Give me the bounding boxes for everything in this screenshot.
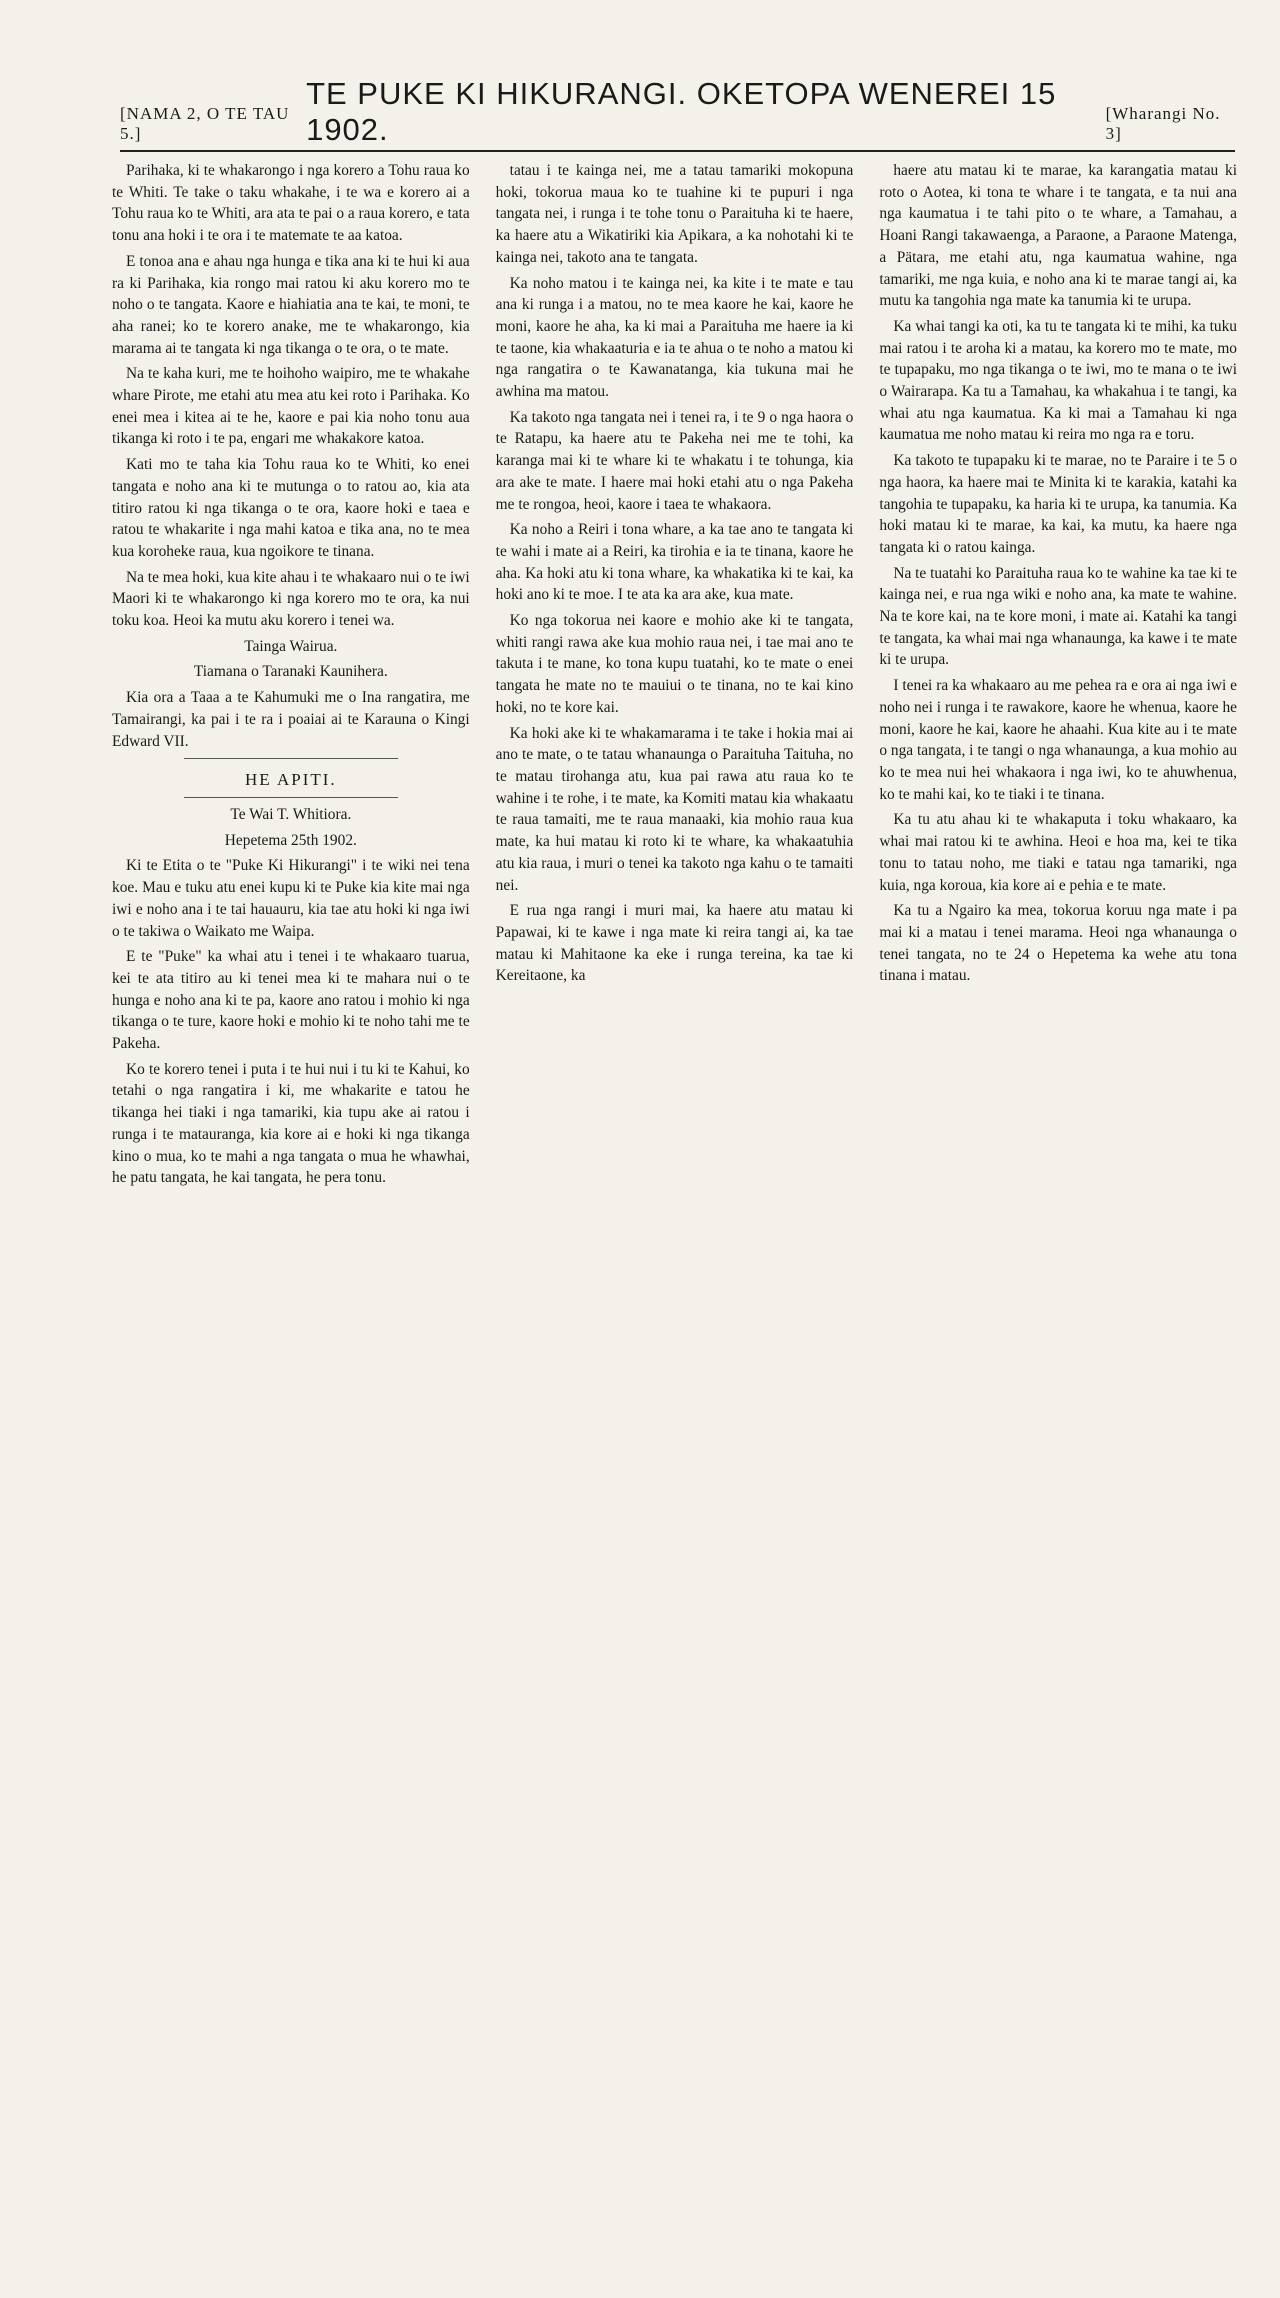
paragraph: Ka noho a Reiri i tona whare, a ka tae ano te tangata ki te wahi i mate ai a Reiri, ka tirohia e ia te tinana, kaore he aha. Ka hoki atu ki tona whare, ka whakatika ki te kai, ka hoki ano ki te moe. I te ata ka ara ake, kua mate.	[495, 521, 854, 604]
paragraph: haere atu matau ki te marae, ka karangatia matau ki roto o Aotea, ki tona te whare i te tangata, e ta nui ana nga kaumatua i te tahi pito o te whare, a Tamahau, a Hoani Rangi takawaenga, a Paraone, a Paraone Matenga, a Pätara, me etahi atu, nga kaumatua wahine, nga tamariki, me nga kuia, e noho ana ki te marae tangi ai, ka mutu ka tangohia nga mate ka tanumia ki te urupa.	[879, 162, 1238, 310]
letter-date: Hepetema 25th 1902.	[224, 831, 357, 849]
signature: Tainga Wairua.	[244, 637, 338, 655]
paragraph: Ko te korero tenei i puta i te hui nui i tu ki te Kahui, ko tetahi o nga rangatira i ki, me whakarite e tatou he tikanga hei tiaki i nga tamariki, kia tupu ake ai ratou i runga i te matauranga, kia kore ai e hoki ki nga tikanga kino o mua, ko te mahi a nga tangata o mua he whawhai, he patu tangata, he kai tangata, he pera tonu.	[112, 1060, 470, 1187]
signature-title: Tiamana o Taranaki Kaunihera.	[193, 663, 388, 681]
divider	[184, 758, 399, 759]
paragraph: Ka noho matou i te kainga nei, ka kite i te mate e tau ana ki runga i a matou, no te mea kaore he kai, kaore he moni, kaore he aha, ka ki mai a Paraituha me haere ia ki te taone, kia whakaaturia e ia te ahua o te noho a matou ki nga rangatira o te Kawanatanga, kia tukuna mai he awhina ma matou.	[495, 274, 854, 401]
paragraph: E tonoa ana e ahau nga hunga e tika ana ki te hui ki aua ra ki Parihaka, kia rongo mai ratou ki aku korero mo te noho o te tangata. Kaore e hiahiatia ana te kai, te moni, te aha ranei; ko te korero anake, me te whakarongo, kia marama ai te tangata ki nga tikanga o te ora, o te mate.	[112, 252, 470, 357]
paragraph: Ko nga tokorua nei kaore e mohio ake ki te tangata, whiti rangi rawa ake kua mohio raua nei, i tae mai ano te takuta i te mane, ko tona kupu tuatahi, ko te mate o enei tangata he mate no te mauiui o te tinana, no te kai kino hoki, no te kore kai.	[495, 612, 854, 716]
paragraph: Ka takoto te tupapaku ki te marae, no te Paraire i te 5 o nga haora, ka haere mai te Minita ki te karakia, katahi ka tangohia te tupapaku, ka haria ki te urupa, ka tanumia. Ka hoki matau ki te marae, ka kai, ka mutu, ka haere nga tangata ki o ratou kainga.	[879, 452, 1238, 556]
section-heading: HE APITI.	[245, 770, 337, 790]
paragraph: Parihaka, ki te whakarongo i nga korero a Tohu raua ko te Whiti. Te take o taku whakahe, i te wa e korero ai a Tohu raua ko te Whiti, ara ata te pai o a raua korero, e tata tonu ana hoki i te ora i te matemate te aa katoa.	[112, 162, 470, 245]
paragraph: Na te tuatahi ko Paraituha raua ko te wahine ka tae ki te kainga nei, e rua nga wiki e noho ana, ka mate te wahine. Na te kore kai, na te kore moni, i mate ai. Katahi ka tangi te tangata, ka whai mai nga whanaunga, ka kawe i te mate ki te urupa.	[879, 564, 1238, 669]
newspaper-title: TE PUKE KI HIKURANGI. OKETOPA WENEREI 15 1902.	[306, 76, 1057, 147]
paragraph: Kia ora a Taaa a te Kahumuki me o Ina rangatira, me Tamairangi, ka pai i te ra i poaiai ai te Karauna o Kingi Edward VII.	[112, 689, 470, 750]
paragraph: tatau i te kainga nei, me a tatau tamariki mokopuna hoki, tokorua maua ko te tuahine ki te pupuri i nga tangata nei, i runga i te tohe tonu o Paraituha ki te haere, ka haere atu a Wikatiriki kia Apikara, a ka nohotahi ki te kainga nei, takoto ana te tangata.	[495, 162, 854, 266]
paragraph: Na te mea hoki, kua kite ahau i te whakaaro nui o te iwi Maori ki te whakarongo ki nga korero mo te ora, ka nui toku koa. Heoi ka mutu aku korero i tenei wa.	[112, 568, 470, 630]
paragraph: Ka hoki ake ki te whakamarama i te take i hokia mai ai ano te mate, o te tatau whanaunga o Paraituha Taituha, no te matau tirohanga atu, kua pai rawa atu raua ko te wahine i te rohe, i te mate, ka Komiti matau kia whakaatu te raua tamaiti, me te raua manaaki, kia mohio raua kua mate, ka hui matau ki roto ki te whare, ka whakaatuhia atu kia raua, i muri o tenei ka takoto nga kahu o te tamaiti nei.	[495, 724, 854, 894]
masthead	[120, 76, 1235, 152]
letter-recipient: Te Wai T. Whitiora.	[230, 805, 352, 823]
edge-mark	[1220, 0, 1280, 30]
divider	[184, 797, 399, 798]
page-number: [Wharangi No. 3]	[1105, 104, 1221, 143]
article-columns	[112, 160, 1237, 2225]
issue-label: [NAMA 2, O TE TAU 5.]	[120, 104, 290, 143]
paragraph: Ka takoto nga tangata nei i tenei ra, i te 9 o nga haora o te Ratapu, ka haere atu te Pakeha nei me te tohi, ka karanga mai ki te whare ki te whakatu i te tohunga, kia ara ake te mate. I haere mai hoki etahi atu o nga Pakeha me te rongoa, heoi, kaore i taea te whakaora.	[495, 408, 854, 513]
paragraph: Ka whai tangi ka oti, ka tu te tangata ki te mihi, ka tuku mai ratou i te aroha ki a matau, ka korero mo te mate, mo te tupapaku, mo nga tikanga o te iwi, mo te mana o te iwi o Wairarapa. Ka tu a Tamahau, ka whakahua i te tangi, ka whai atu nga kaumatua. Ka ki mai a Tamahau ki nga kaumatua me noho matau ki reira mo nga ra e toru.	[879, 317, 1238, 444]
paragraph: Na te kaha kuri, me te hoihoho waipiro, me te whakahe whare Pirote, me etahi atu mea atu kei roto i Parihaka. Ko enei mea i kitea ai te he, kaore e pai kia noho tonu aua tikanga ki roto i te pa, engari me whakakore katoa.	[112, 365, 470, 448]
column-1	[112, 160, 470, 2225]
column-2	[496, 160, 854, 2225]
paragraph: E rua nga rangi i muri mai, ka haere atu matau ki Papawai, ki te kawe i nga mate ki reira tangi ai, ka tae matau ki Mahitaone ka eke i runga tereina, ka tae ki Kereitaone, ka	[495, 902, 854, 985]
paragraph: Ka tu atu ahau ki te whakaputa i toku whakaaro, ka whai mai ratou ki te awhina. Heoi e hoa ma, kei te tika tonu to tatau noho, me tiaki e tatau nga tamariki, nga kuia, nga koroua, kia kore ai e pehia e te mate.	[879, 811, 1238, 894]
paragraph: I tenei ra ka whakaaro au me pehea ra e ora ai nga iwi e noho nei i runga i te rawakore, kaore he whenua, kaore he moni, kaore he kai, kaore he ahaahi. Kua kite au i te mate o nga tangata, i te tangi o nga whanaunga, a kua mohio au ko te mea nui hei whakaora i nga iwi, ko te ahuwhenua, ko te mahi kai, ko te tiaki i te tinana.	[879, 677, 1238, 803]
paragraph: E te "Puke" ka whai atu i tenei i te whakaaro tuarua, kei te ata titiro au ki tenei mea ki te mahara nui o te hunga e noho ana ki te pa, kaore ano ratou i mohio ki nga tikanga o te ture, kaore hoki e mohio ki te noho tahi me te Pakeha.	[112, 948, 470, 1053]
paragraph: Ki te Etita o te "Puke Ki Hikurangi" i te wiki nei tena koe. Mau e tuku atu enei kupu ki te Puke kia kite mai nga iwi e noho ana i te tai hauauru, kia tae atu hoki ki nga iwi o te takiwa o Waikato me Waipa.	[112, 857, 470, 940]
paragraph: Ka tu a Ngairo ka mea, tokorua koruu nga mate i pa mai ki a matau i tenei marama. Heoi nga whanaunga o tenei tangata, no te 24 o Hepetema ka wehe atu tona tinana i matau.	[879, 902, 1238, 985]
paragraph: Kati mo te taha kia Tohu raua ko te Whiti, ko enei tangata e noho ana ki te mutunga o to ratou ao, kia ata titiro ratou ki nga tikanga o te ora, kaore hoki e taea e ratou te whakarite i nga mahi katoa e tika ana, no te mea kua koroheke raua, kua ngoikore te tinana.	[112, 456, 470, 560]
column-3	[879, 160, 1237, 2225]
